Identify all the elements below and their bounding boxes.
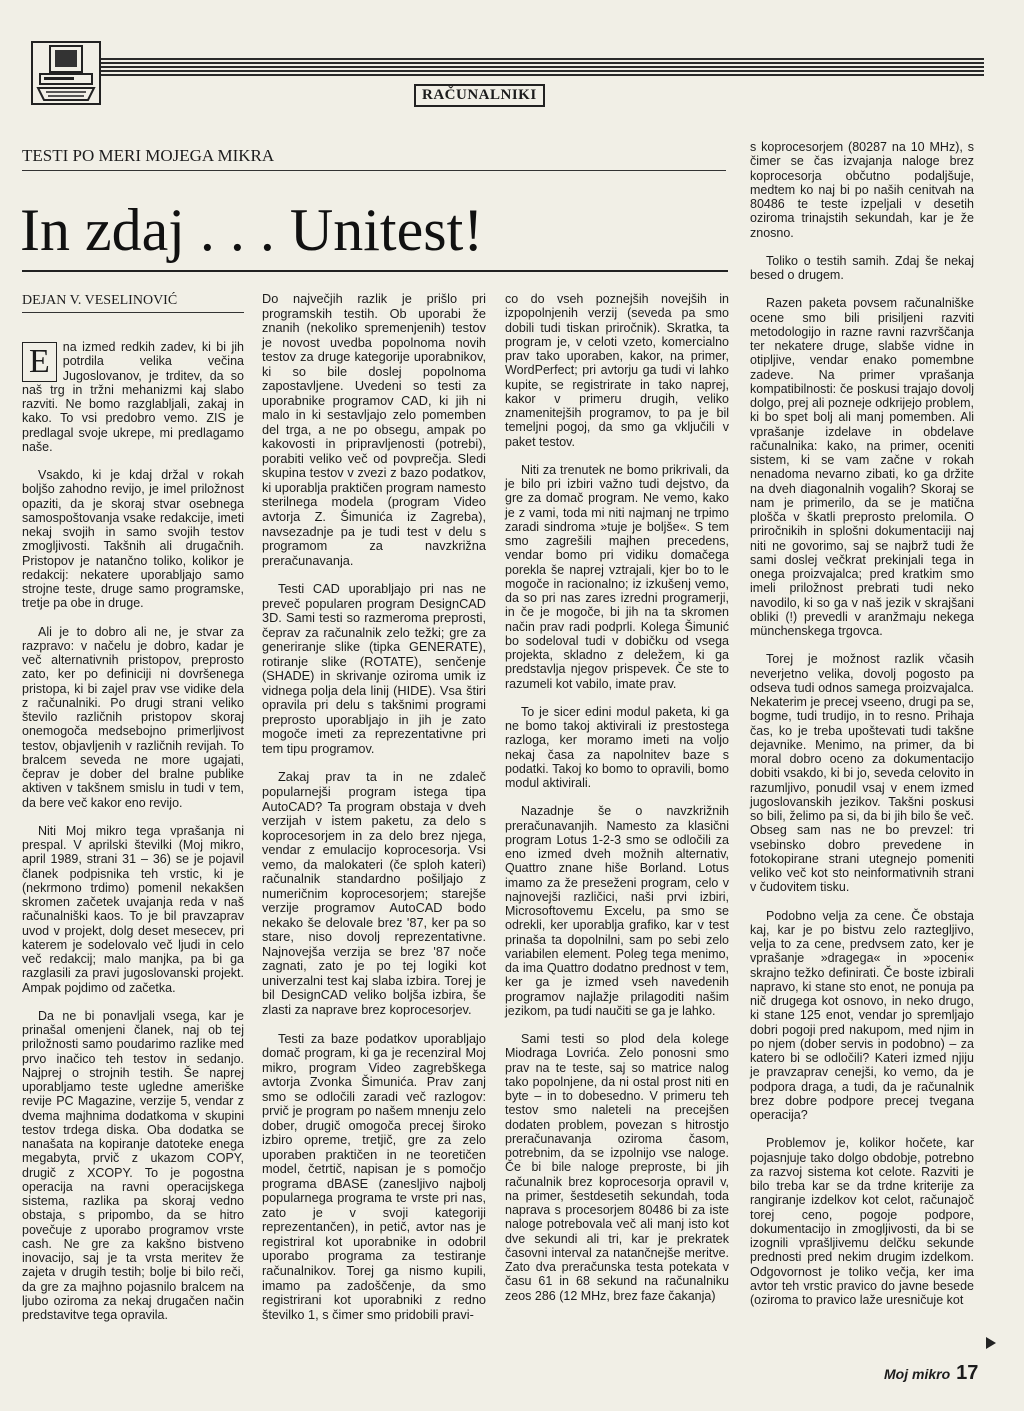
lead-paragraph bbox=[22, 340, 244, 454]
section-tag: RAČUNALNIKI bbox=[414, 84, 545, 107]
text-column-4 bbox=[750, 140, 974, 1321]
magazine-name: Moj mikro bbox=[884, 1366, 951, 1382]
page-number: 17 bbox=[956, 1362, 979, 1384]
text-column-3 bbox=[505, 292, 729, 1317]
article-title: In zdaj . . . Unitest! bbox=[20, 197, 484, 263]
paragraph: co do vseh poznejših novejših in izpopolnjenih verzij (seveda pa smo dobili tudi tiskan priročnik). Skratka, ta program je, v celoti vzeto, komercialno prav tako uporaben, kakor, na primer, WordPerfect; pri avtorju ga tudi vi lahko kupite, se registrirate in tako naprej, kakor v primeru drugih, veliko znamenitejših programov, to pa je bil temeljni pogoj, da smo ga vključili v paket testov. bbox=[505, 292, 729, 449]
paragraph: s koprocesorjem (80287 na 10 MHz), s čimer se čas izvajanja naloge brez koprocesorja občutno podaljšuje, medtem ko naj bi po naših cenitvah na 80486 te teste izpeljali v desetih oziroma trinajstih sekundah, kar je že znosno. bbox=[750, 140, 974, 240]
paragraph: Testi CAD uporabljajo pri nas ne preveč popularen program DesignCAD 3D. Sami testi so razmeroma preprosti, čeprav za računalnik zelo težki; gre za generiranje slike (tipka GENERATE), rotiranje slike (ROTATE), senčenje (SHADE) in skrivanje oziroma umik iz vidnega polja dela linij (HIDE). Vsa štiri opravila pri delu s takšnimi programi preprosto uporabljajo in jih je zato mogoče imeti za reprezentativne pri tem tipu programov. bbox=[262, 581, 486, 756]
page-footer bbox=[884, 1362, 978, 1385]
paragraph: Toliko o testih samih. Zdaj še nekaj besed o drugem. bbox=[750, 253, 974, 282]
paragraph: Do največjih razlik je prišlo pri programskih testih. Ob uporabi že znanih (nekoliko spremenjenih) testov je novost uvedba popolnoma novih testov za druge kategorije uporabnikov, ki so bile doslej popolnoma zapostavljene. Uvedeni so testi za uporabnike programov CAD, ki jih ni malo in ki sestavljajo zelo pomemben del trga, a ne po obsegu, ampak po kakovosti in pripravljenosti (potrebi), porabiti veliko več od povprečja. Sledi skupina testov v zvezi z bazo podatkov, ki uporablja praktičen program namesto sterilnega modela (program Video avtorja Z. Šimunića iz Zagreba), navsezadnje pa je tudi test v delu s programom za navzkrižna preračunavanja. bbox=[262, 291, 486, 568]
text-column-2 bbox=[262, 292, 486, 1336]
headline-rule bbox=[22, 270, 728, 272]
paragraph: Da ne bi ponavljali vsega, kar je prinašal omenjeni članek, naj ob tej priložnosti samo poudarimo razlike med prvo inačico teh testov in sedanjo. Najprej o strojnih testih. Še naprej uporabljamo teste ugledne ameriške revije PC Magazine, verzije 5, vendar z dvema majhnima dodatkoma v skupini testov trdega diska. Oba dodatka se nanašata na kopiranje datoteke enega megabyta, prvič z ukazom COPY, drugič z XCOPY. To je pogostna operacija na ravni operacijskega sistema, razlika pa skoraj vedno obstaja, s pripombo, da se hitro povečuje z uporabo programov vrste cash. Ne gre za kakšno bistveno inovacijo, saj je ta vrsta meritev že zajeta v drugih testih; bolje bi bilo reči, da gre za majhno pojasnilo bralcem na ljubo oziroma za nekaj drugačen način predstavitve tega opravila. bbox=[22, 1008, 244, 1322]
paragraph: Podobno velja za cene. Če obstaja kaj, kar je po bistvu zelo raztegljivo, velja to za cene, predvsem zato, ker je vprašanje »dragega« in »poceni« skrajno težko definirati. Če boste izbirali napravo, ki stane sto enot, ne ponuja pa nič drugega kot osnovo, in neko drugo, ki stane 125 enot, vendar jo spremljajo dobri pogoji pred nakupom, med njim in po njem (dober servis in podobno) – za katero bi se odločili? Kateri izmed njiju je pravzaprav cenejši, ko vemo, da je podpora draga, a tudi, da je računalnik brez dobre podpore precej tvegana operacija? bbox=[750, 908, 974, 1122]
text-column-1 bbox=[22, 340, 244, 1336]
paragraph: Nazadnje še o navzkrižnih preračunavanjih. Namesto za klasični program Lotus 1-2-3 smo se odločili za eno izmed dveh možnih alternativ, Quattro znane hiše Borland. Lotus imamo za že preseženi program, celo v najnovejši različici, naši prvi izbiri, Microsoftovemu Excelu, pa smo se odrekli, ker uporablja grafiko, kar v test prinaša ta dopolnilni, sam po sebi zelo variabilen element. Poleg tega menimo, da ima Quattro dodatno prednost v tem, ker ga je izmed vseh navedenih programov najlažje prilagoditi našim jezikom, pa tudi naučiti se ga je lahko. bbox=[505, 804, 729, 1018]
drop-cap: E bbox=[22, 342, 57, 382]
lead-text: na izmed redkih zadev, ki bi jih potrdila velika večina Jugoslovanov, je trditev, da so naš trg in tržni mehanizmi kaj slabo razviti. Ne bomo razglabljali, zakaj in kako. To vsi predobro vemo. ZIS je predlagal svoje ukrepe, mi predlagamo naše. bbox=[22, 340, 244, 454]
paragraph: Torej je možnost razlik včasih neverjetno velika, dovolj pogosto pa odseva tudi odnos samega proizvajalca. Nekaterim je precej vseeno, drugi pa se, bogme, tudi trudijo, in to resno. Prihaja čas, ko je treba upoštevati tudi takšne dejavnike. Menimo, na primer, da bi moral dobro oceno za dokumentacijo dobiti vsakdo, ki bi jo, seveda celovito in razumljivo, ponudil vsaj v enem izmed jugoslovanskih jezikov. Takšni poskusi so bili, želimo pa si, da bi jih bilo še več. Obseg sam nas ne bo prevzel: tri vsebinsko dobro prevedene in fotokopirane strani utegnejo pomeniti veliko več kot sto neinformativnih strani v čudovitem tisku. bbox=[750, 652, 974, 895]
article-kicker: TESTI PO MERI MOJEGA MIKRA bbox=[22, 146, 726, 171]
paragraph: Niti za trenutek ne bomo prikrivali, da je bilo pri izbiri važno tudi dejstvo, da gre za domač program. Ne vemo, kako je z vami, toda mi niti najmanj ne trpimo zaradi sindroma »tuje je boljše«. S tem smo zagrešili majhen precedens, vendar bomo pri vidiku domačega porekla še naprej vztrajali, kjer bo to le mogoče in racionalno; iz izkušenj vemo, da so pri nas zares izredni programerji, in če je mogoče, bi jih na ta skromen način prav radi podprli. Kolega Šimunić bo sodeloval tudi v dobičku od vsega projekta, skladno z deležem, ki ga predstavlja njegov prispevek. Če ste to razumeli kot vabilo, imate prav. bbox=[505, 462, 729, 691]
author-byline: DEJAN V. VESELINOVIĆ bbox=[22, 293, 244, 313]
paragraph: Niti Moj mikro tega vprašanja ni prespal. V aprilski številki (Moj mikro, april 1989, strani 31 – 36) se je pojavil članek podpisnika teh vrstic, ki je (nekrmono trdimo) pomenil nekakšen skromen začetek uvajanja reda v naš računalniški kaos. To je bil pravzaprav uvod v projekt, dolg deset mesecev, pri katerem je sodelovalo več ljudi in celo več redakcij; malo manjka, pa bi ga razglasili za pravi jugoslovanski projekt. Ampak pojdimo od začetka. bbox=[22, 823, 244, 995]
computer-icon bbox=[30, 40, 102, 106]
paragraph: Razen paketa povsem računalniške ocene smo bili prisiljeni razviti metodologijo in razne ravni razvrščanja ter nekatere druge, slabše vidne in otipljive, vendar enako pomembne zadeve. Na primer vprašanja kompatibilnosti: če poskusi trajajo dovolj dolgo, prej ali pozneje odkrijejo problem, ki bo spet bolj ali manj pomemben. Ali vprašanje izdelave in obdelave računalnika: kako, na primer, oceniti sistem, ki se vam začne v rokah nenadoma nevarno zibati, ko ga držite na dveh diagonalnih vogalih? Skoraj se nam je primerilo, da se je matična plošča v škatli preprosto prelomila. O priročnikih in splošni dokumentaciji naj niti ne govorimo, saj se najbrž tudi že sami doslej večkrat prekinjali tega in onega proizvajalca; pred kratkim smo imeli priložnost prebrati tudi neko navodilo, ki so ga v naš jezik v skrajšani obliki (!) prevedli v aranžmaju nekega münchenskega trgovca. bbox=[750, 296, 974, 638]
continue-arrow-icon bbox=[985, 1336, 997, 1350]
paragraph: Vsakdo, ki je kdaj držal v rokah boljšo zahodno revijo, je imel priložnost opaziti, da je skoraj stvar osebnega samospoštovanja vsake redakcije, imeti nekaj svojih in samo svojih testov zmogljivosti. Takšnih ali drugačnih. Pristopov je natančno toliko, kolikor je redakcij: nekatere uporabljajo samo strojne teste, druge samo programske, tretje pa obe in druge. bbox=[22, 468, 244, 611]
paragraph: Ali je to dobro ali ne, je stvar za razpravo: v načelu je dobro, kadar je več alternativnih pristopov, preprosto zato, ker po definiciji ni dovršenega pristopa, ki bi zajel prav vse vidike dela z računalniki. Po drugi strani veliko število različnih pristopov skoraj onemogoča medsebojno primerljivost testov, objavljenih v različnih revijah. To bralcem seveda ne more ugajati, čeprav je dober del bralne publike aktiven v takšnem smislu in tudi v tem, da bere več kakor eno revijo. bbox=[22, 624, 244, 810]
paragraph: Sami testi so plod dela kolege Miodraga Lovrića. Zelo ponosni smo prav na te teste, saj so matrice nalog tako popolnjene, da ni ostal prost niti en byte – in to dobesedno. V primeru teh testov smo naleteli na precejšen dodaten problem, povezan s hitrostjo preračunavanja oziroma časom, potrebnim, da se izpolnijo vse naloge. Če bi bile naloge preproste, bi jih računalnik brez koprocesorja opravil v, na primer, šestdesetih sekundah, toda naprava s procesorjem 80486 bi za iste naloge potrebovala več ali manj isto kot dve sekundi ali tri, kar je prekratek časovni interval za natančnejše meritve. Zato dva preračunska testa potekata v času 61 in 68 sekund na računalniku zeos 286 (12 MHz, brez faze čakanja) bbox=[505, 1032, 729, 1303]
paragraph: Problemov je, kolikor hočete, kar pojasnjuje tako dolgo obdobje, potrebno za razvoj sistema kot celote. Razviti je bilo treba kar se da trdne kriterije za rangiranje izdelkov kot celot, računajoč torej ceno, pogoje podpore, dokumentacijo in zmogljivosti, da bi se izognili vprašljivemu delčku sekunde prednosti pred nekim drugim izdelkom. Odgovornost je toliko večja, ker ima avtor teh vrstic pravico do javne besede (oziroma to pravico laže uresničuje kot bbox=[750, 1136, 974, 1307]
paragraph: To je sicer edini modul paketa, ki ga ne bomo takoj aktivirali iz prestostega razloga, ker moramo imeti na voljo nekaj časa za napolnitev baze s podatki. Takoj ko bomo to opravili, bomo modul aktivirali. bbox=[505, 704, 729, 790]
banner-hatch-rule bbox=[84, 58, 984, 78]
paragraph: Zakaj prav ta in ne zdaleč popularnejši program istega tipa AutoCAD? Ta program obstaja v dveh verzijah v istem paketu, za delo s koprocesorjem in za delo brez njega, vendar z emulacijo koprocesorja. Vsi vemo, da malokateri (če sploh kateri) računalnik standardno pošiljajo z numeričnim koprocesorjem; starejše verzije programov AutoCAD bodo nekako še delovale brez '87, ker pa so stare, niso dovolj reprezentativne. Najnovejša verzija se brez '87 noče zagnati, zato je po tej logiki kot univerzalni test kaj slaba izbira. Torej je bil DesignCAD veliko boljša izbira, še zlasti za naprave brez koprocesorjev. bbox=[262, 769, 486, 1017]
paragraph: Testi za baze podatkov uporabljajo domač program, ki ga je recenziral Moj mikro, program Video zagrebškega avtorja Zvonka Šimunića. Prav zanj smo se odločili zaradi več razlogov: prvič je program po našem mnenju zelo dober, drugič omogoča precej široko izbiro opremе, tretjič, gre za zelo uporaben praktičen in ne teoretičen model, četrtič, napisan je s pomočjo programa dBASE (zanesljivo najbolj popularnega programa te vrste pri nas, zato je v svoji kategoriji reprezentančen), in petič, avtor nas je registriral kot uporabnike in odobril uporabo programa za testiranje računalnikov. Torej ga nismo kupili, imamo pa zadoščenje, da smo registrirani kot uporabniki z redno številko 1, s čimer smo pridobili pravi- bbox=[262, 1030, 486, 1322]
